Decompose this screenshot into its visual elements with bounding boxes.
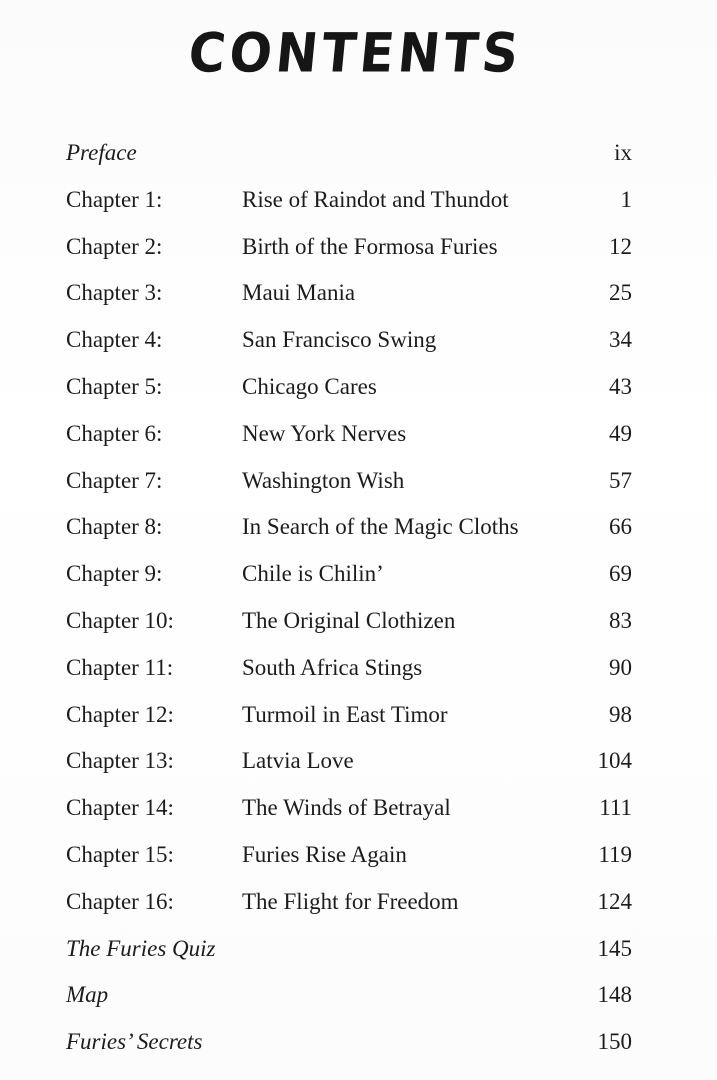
toc-entry-title: Chicago Cares: [242, 373, 377, 399]
toc-entry-chapter-1: [66, 177, 632, 224]
toc-entry-label: Chapter 12:: [66, 701, 174, 727]
toc-entry-chapter-6: [66, 411, 632, 458]
toc-entry-map: [66, 972, 632, 1019]
toc-entry-chapter-16: [66, 879, 632, 926]
toc-entry-title: Washington Wish: [242, 467, 405, 493]
toc-entry-chapter-14: [66, 785, 632, 832]
toc-entry-label: Chapter 5:: [66, 373, 163, 399]
toc-entry-label: Chapter 7:: [66, 467, 163, 493]
toc-entry-page-number: 69: [609, 561, 632, 587]
toc-entry-title: South Africa Stings: [242, 654, 423, 680]
toc-entry-label: Chapter 11:: [66, 654, 174, 680]
toc-entry-label: Chapter 6:: [66, 420, 163, 446]
toc-entry-page-number: 145: [597, 935, 632, 961]
toc-entry-title: Furies Rise Again: [242, 841, 407, 867]
toc-entry-title: The Flight for Freedom: [242, 888, 459, 914]
toc-entry-page-number: 12: [609, 233, 632, 259]
toc-entry-title: Rise of Raindot and Thundot: [242, 186, 509, 212]
toc-entry-label: The Furies Quiz: [66, 935, 216, 961]
toc-entry-title: Chile is Chilin’: [242, 561, 384, 587]
toc-entry-page-number: 104: [597, 748, 632, 774]
table-of-contents: [66, 130, 632, 1066]
toc-entry-label: Chapter 8:: [66, 514, 163, 540]
toc-entry-label: Map: [66, 982, 109, 1008]
toc-entry-chapter-10: [66, 598, 632, 645]
toc-entry-title: San Francisco Swing: [242, 327, 437, 353]
toc-entry-page-number: 148: [597, 982, 632, 1008]
toc-entry-page-number: ix: [614, 140, 632, 165]
toc-entry-title: Maui Mania: [242, 280, 356, 306]
toc-entry-label: Chapter 9:: [66, 561, 163, 587]
toc-entry-chapter-11: [66, 645, 632, 692]
toc-entry-page-number: 43: [609, 373, 632, 399]
toc-entry-chapter-3: [66, 270, 632, 317]
toc-entry-chapter-2: [66, 224, 632, 271]
toc-entry-page-number: 34: [609, 327, 632, 353]
toc-entry-furies-secrets: [66, 1019, 632, 1066]
toc-entry-chapter-8: [66, 504, 632, 551]
toc-entry-title: Turmoil in East Timor: [242, 701, 448, 727]
toc-entry-page-number: 119: [598, 841, 632, 867]
toc-entry-chapter-9: [66, 551, 632, 598]
toc-entry-page-number: 49: [609, 420, 632, 446]
toc-entry-label: Chapter 3:: [66, 280, 163, 306]
toc-entry-page-number: 98: [609, 701, 632, 727]
toc-entry-title: The Original Clothizen: [242, 607, 456, 633]
toc-entry-page-number: 1: [620, 186, 632, 212]
toc-entry-title: Latvia Love: [242, 748, 354, 774]
toc-entry-chapter-5: [66, 364, 632, 411]
toc-entry-label: Furies’ Secrets: [66, 1029, 203, 1055]
toc-entry-page-number: 124: [597, 888, 632, 914]
toc-entry-page-number: 25: [609, 280, 632, 306]
toc-entry-title: The Winds of Betrayal: [242, 795, 451, 821]
toc-entry-furies-quiz: [66, 926, 632, 973]
toc-entry-label: Preface: [66, 140, 137, 165]
toc-entry-page-number: 90: [609, 654, 632, 680]
toc-entry-title: Birth of the Formosa Furies: [242, 233, 498, 259]
toc-entry-title: In Search of the Magic Cloths: [242, 514, 519, 540]
toc-entry-label: Chapter 2:: [66, 233, 163, 259]
toc-entry-page-number: 111: [599, 795, 632, 821]
toc-entry-title: New York Nerves: [242, 420, 407, 446]
toc-entry-page-number: 66: [609, 514, 632, 540]
toc-entry-page-number: 57: [609, 467, 632, 493]
toc-entry-chapter-12: [66, 692, 632, 739]
toc-entry-chapter-4: [66, 317, 632, 364]
toc-entry-chapter-7: [66, 458, 632, 505]
toc-entry-label: Chapter 15:: [66, 841, 174, 867]
toc-entry-chapter-13: [66, 738, 632, 785]
toc-entry-label: Chapter 16:: [66, 888, 174, 914]
toc-entry-label: Chapter 1:: [66, 186, 163, 212]
page-title: CONTENTS: [185, 22, 526, 85]
toc-entry-page-number: 83: [609, 607, 632, 633]
toc-entry-chapter-15: [66, 832, 632, 879]
toc-entry-label: Chapter 13:: [66, 748, 174, 774]
toc-entry-label: Chapter 14:: [66, 795, 174, 821]
toc-entry-page-number: 150: [597, 1029, 632, 1055]
toc-entry-preface: [66, 130, 632, 177]
toc-entry-label: Chapter 4:: [66, 327, 163, 353]
toc-entry-label: Chapter 10:: [66, 607, 174, 633]
